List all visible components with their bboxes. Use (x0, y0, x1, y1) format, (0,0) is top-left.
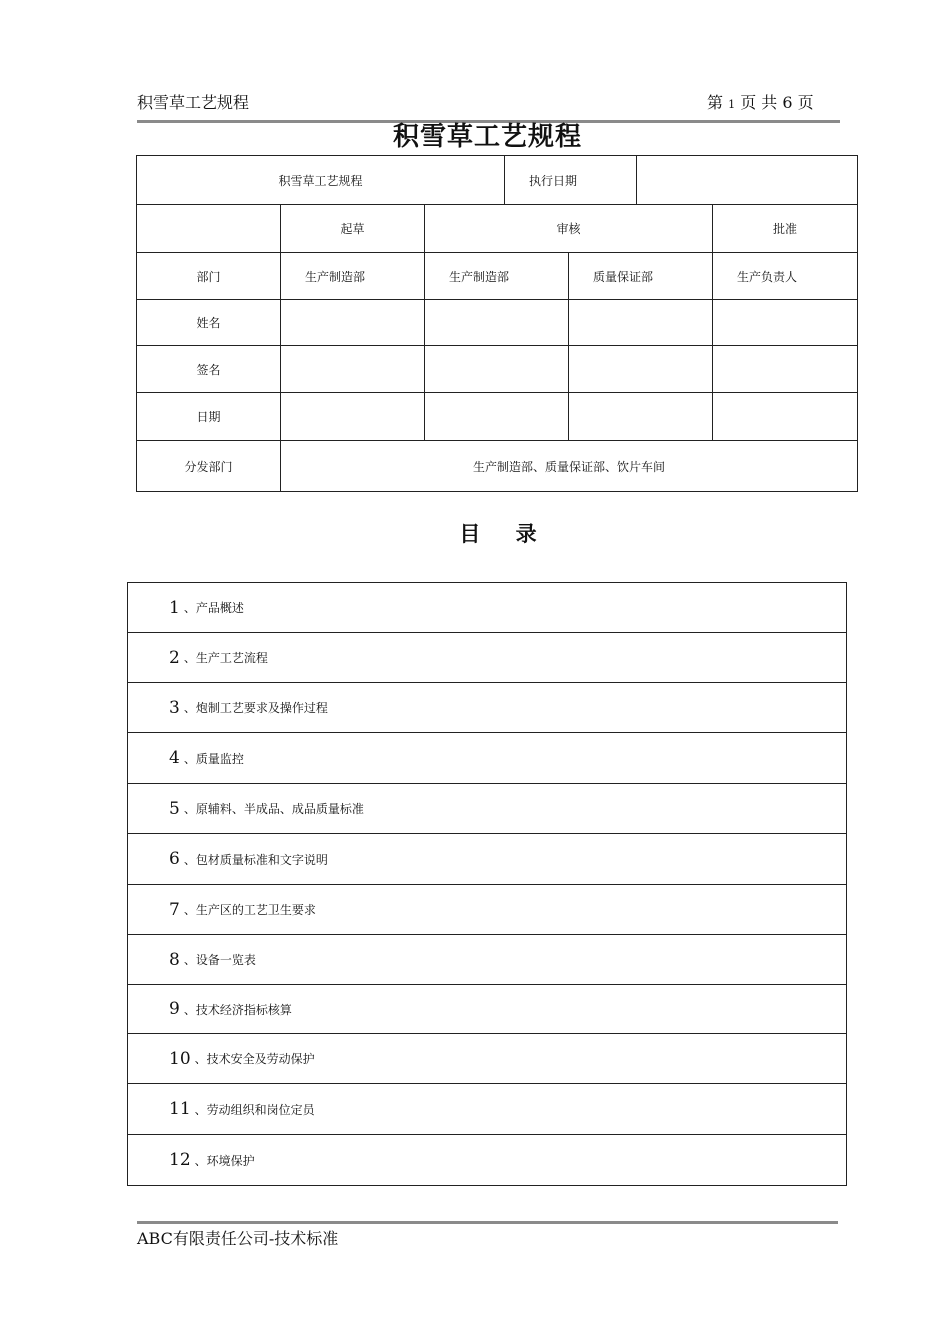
page-number: 1 (728, 98, 736, 111)
toc-label: 、原辅料、半成品、成品质量标准 (183, 802, 364, 816)
toc-number: 6 (169, 849, 180, 869)
col-approve: 批准 (713, 205, 858, 253)
toc-label: 、生产区的工艺卫生要求 (183, 903, 316, 917)
toc-row (128, 985, 846, 1034)
toc-number: 8 (169, 949, 180, 970)
dept-review-1: 生产制造部 (425, 253, 569, 300)
toc-number: 12 (169, 1150, 191, 1170)
toc-number: 9 (169, 999, 180, 1019)
distribution-label: 分发部门 (137, 441, 281, 492)
dept-review-2: 质量保证部 (569, 253, 713, 300)
row-name-label: 姓名 (137, 300, 281, 346)
date-cell (425, 393, 569, 441)
dept-approve: 生产负责人 (713, 253, 858, 300)
toc-label: 、生产工艺流程 (183, 651, 268, 665)
toc-row (128, 583, 846, 633)
toc-table (127, 582, 847, 1186)
toc-label: 、劳动组织和岗位定员 (194, 1102, 315, 1117)
toc-number: 4 (169, 748, 180, 768)
name-cell (281, 300, 425, 346)
row-sign-label: 签名 (137, 346, 281, 393)
page-suffix: 页 (797, 93, 814, 112)
row-date-label: 日期 (137, 393, 281, 441)
exec-date-value (637, 156, 858, 205)
exec-date-label: 执行日期 (505, 156, 637, 205)
footer-company: ABC有限责任公司-技术标准 (137, 1229, 339, 1248)
toc-label: 、设备一览表 (183, 953, 256, 967)
toc-label: 、质量监控 (183, 751, 244, 766)
toc-number: 11 (169, 1099, 191, 1119)
footer-rule (137, 1221, 838, 1224)
page-prefix: 第 (707, 93, 724, 112)
toc-label: 、包材质量标准和文字说明 (183, 852, 328, 867)
toc-number: 5 (169, 798, 180, 819)
toc-label: 、环境保护 (194, 1153, 255, 1168)
sign-cell (569, 346, 713, 393)
toc-row (128, 834, 846, 885)
page-counter (707, 90, 814, 113)
blank-header-cell (137, 205, 281, 253)
toc-number: 3 (169, 697, 180, 718)
toc-row (128, 733, 846, 784)
toc-row (128, 633, 846, 683)
toc-row (128, 885, 846, 935)
document-title: 积雪草工艺规程 (392, 122, 582, 152)
toc-row (128, 935, 846, 985)
header-doc-title: 积雪草工艺规程 (137, 93, 250, 112)
name-cell (425, 300, 569, 346)
col-review: 审核 (425, 205, 713, 253)
toc-row (128, 1084, 846, 1135)
page-mid: 页 共 (740, 93, 778, 112)
name-cell (569, 300, 713, 346)
toc-label: 、产品概述 (183, 601, 244, 615)
toc-label: 、技术安全及劳动保护 (194, 1052, 315, 1066)
toc-label: 、技术经济指标核算 (183, 1002, 292, 1017)
doc-name-cell: 积雪草工艺规程 (137, 156, 505, 205)
date-cell (281, 393, 425, 441)
toc-number: 1 (169, 597, 180, 618)
toc-number: 2 (169, 647, 180, 668)
toc-label: 、炮制工艺要求及操作过程 (183, 701, 328, 715)
sign-cell (281, 346, 425, 393)
toc-number: 10 (169, 1048, 191, 1069)
dept-draft: 生产制造部 (281, 253, 425, 300)
toc-title: 目 录 (459, 522, 551, 546)
toc-row (128, 683, 846, 733)
row-dept-label: 部门 (137, 253, 281, 300)
toc-number: 7 (169, 899, 180, 920)
col-draft: 起草 (281, 205, 425, 253)
name-cell (713, 300, 858, 346)
page-total: 6 (782, 93, 793, 112)
sign-cell (425, 346, 569, 393)
toc-row (128, 1034, 846, 1084)
date-cell (713, 393, 858, 441)
approval-table (136, 155, 858, 492)
sign-cell (713, 346, 858, 393)
date-cell (569, 393, 713, 441)
toc-row (128, 1135, 846, 1185)
distribution-value: 生产制造部、质量保证部、饮片车间 (281, 441, 858, 492)
toc-row (128, 784, 846, 834)
